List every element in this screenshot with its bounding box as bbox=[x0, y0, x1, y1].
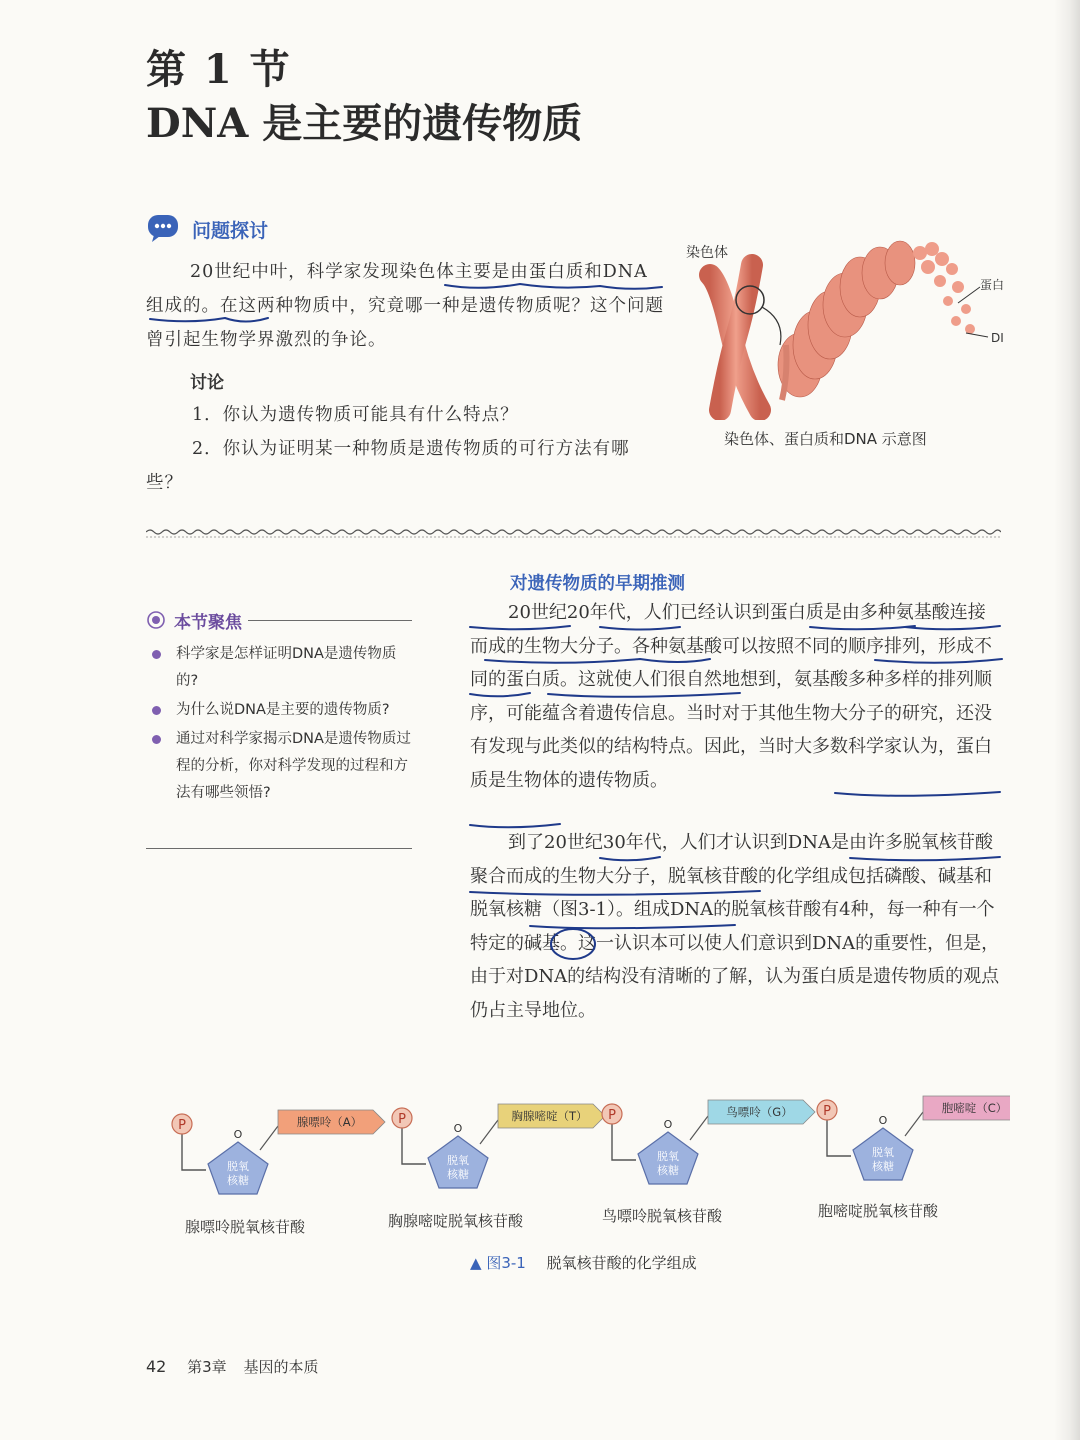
discussion-question-1: 1．你认为遗传物质可能具有什么特点？ bbox=[192, 405, 519, 425]
base-bond bbox=[690, 1116, 708, 1140]
base-label: 胸腺嘧啶（T） bbox=[511, 1109, 588, 1123]
oxygen-label: O bbox=[233, 1128, 243, 1141]
focus-header-rule bbox=[248, 620, 412, 621]
base-label: 腺嘌呤（A） bbox=[296, 1115, 363, 1129]
page-footer bbox=[146, 1356, 318, 1377]
sugar-label: 核糖 bbox=[657, 1164, 679, 1177]
page-edge-shadow bbox=[1054, 0, 1080, 1440]
chromosome-label: 染色体 bbox=[686, 245, 728, 261]
chapter-title: 基因的本质 bbox=[243, 1358, 319, 1376]
focus-item: 通过对科学家揭示DNA是遗传物质过程的分析，你对科学发现的过程和方法有哪些领悟? bbox=[146, 726, 412, 807]
nucleotide-figure bbox=[160, 1090, 1010, 1210]
section-focus-title: 本节聚焦 bbox=[174, 612, 242, 633]
phosphate-bond bbox=[402, 1124, 426, 1164]
base-label: 胞嘧啶（C） bbox=[941, 1101, 1008, 1115]
wavy-divider bbox=[146, 526, 1001, 542]
sugar-label: 核糖 bbox=[872, 1160, 894, 1173]
body-paragraph-1: 20世纪20年代，人们已经认识到蛋白质是由多种氨基酸连接而成的生物大分子。各种氨基酸可以按照不同的顺序排列，形成不同的蛋白质。这就使人们很自然地想到，氨基酸多种多样的排列顺序，可能蕴含着遗传信息。当时对于其他生物大分子的研究，还没有发现与此类似的结构特点。因此，当时大多数科学家认为，蛋白质是生物体的遗传物质。 bbox=[470, 602, 992, 791]
base-bond bbox=[905, 1112, 923, 1136]
figure-caption-text: 脱氧核苷酸的化学组成 bbox=[546, 1254, 697, 1272]
sugar-label: 脱氧 bbox=[657, 1150, 679, 1163]
discussion-heading: 问题探讨 bbox=[192, 220, 269, 242]
focus-bottom-rule bbox=[146, 848, 412, 849]
nucleotide-name-4: 胞嘧啶脱氧核苷酸 bbox=[818, 1202, 939, 1220]
protein-label: 蛋白 bbox=[980, 278, 1005, 292]
oxygen-label: O bbox=[878, 1114, 888, 1127]
speech-bubble-icon bbox=[146, 213, 180, 243]
sugar-label: 核糖 bbox=[227, 1174, 249, 1187]
base-label: 鸟嘌呤（G） bbox=[726, 1105, 793, 1119]
chapter-number: 第3章 bbox=[187, 1358, 227, 1376]
phosphate-label: P bbox=[178, 1118, 186, 1133]
section-number: 第 1 节 bbox=[146, 46, 292, 93]
page-number: 42 bbox=[146, 1357, 167, 1376]
phosphate-label: P bbox=[608, 1108, 616, 1123]
base-bond bbox=[480, 1120, 498, 1144]
page-title: DNA 是主要的遗传物质 bbox=[146, 100, 583, 147]
phosphate-bond bbox=[612, 1120, 636, 1160]
discussion-question-2: 2．你认为证明某一种物质是遗传物质的可行方法有哪些？ bbox=[146, 439, 630, 493]
dna-label: DI bbox=[991, 331, 1004, 345]
chromosome-illustration bbox=[690, 225, 1010, 420]
phosphate-label: P bbox=[823, 1104, 831, 1119]
phosphate-bond bbox=[182, 1130, 206, 1170]
nucleotide-name-3: 鸟嘌呤脱氧核苷酸 bbox=[602, 1207, 723, 1225]
focus-item: 科学家是怎样证明DNA是遗传物质的? bbox=[146, 641, 412, 695]
figure-number: 图3-1 bbox=[486, 1254, 526, 1272]
discussion-intro: 20世纪中叶，科学家发现染色体主要是由蛋白质和DNA组成的。在这两种物质中，究竟哪一种是遗传物质呢？这个问题曾引起生物学界激烈的争论。 bbox=[146, 262, 664, 350]
sugar-label: 核糖 bbox=[447, 1168, 469, 1181]
sugar-label: 脱氧 bbox=[872, 1146, 894, 1159]
phosphate-label: P bbox=[398, 1112, 406, 1127]
discussion-sub-heading: 讨论 bbox=[190, 373, 224, 393]
figure-caption bbox=[470, 1252, 697, 1273]
nucleotide-name-1: 腺嘌呤脱氧核苷酸 bbox=[185, 1218, 306, 1236]
section-focus-header bbox=[146, 607, 412, 633]
target-icon bbox=[146, 610, 166, 630]
base-bond bbox=[260, 1126, 278, 1150]
sugar-label: 脱氧 bbox=[227, 1160, 249, 1173]
chromosome-caption: 染色体、蛋白质和DNA 示意图 bbox=[724, 430, 927, 448]
caption-triangle-icon: ▲ bbox=[470, 1254, 482, 1272]
section-focus-box bbox=[146, 607, 412, 809]
section-heading: 对遗传物质的早期推测 bbox=[510, 574, 685, 594]
oxygen-label: O bbox=[453, 1122, 463, 1135]
body-paragraph-2: 到了20世纪30年代，人们才认识到DNA是由许多脱氧核苷酸聚合而成的生物大分子，脱氧核苷酸的化学组成包括磷酸、碱基和脱氧核糖（图3-1）。组成DNA的脱氧核苷酸有4种，每一种有一个特定的碱基。这一认识本可以使人们意识到DNA的重要性，但是，由于对DNA的结构没有清晰的了解，认为蛋白质是遗传物质的观点仍占主导地位。 bbox=[470, 832, 1000, 1021]
nucleotide-name-2: 胸腺嘧啶脱氧核苷酸 bbox=[388, 1212, 524, 1230]
phosphate-bond bbox=[827, 1116, 851, 1156]
focus-item: 为什么说DNA是主要的遗传物质? bbox=[146, 697, 412, 724]
focus-list bbox=[146, 641, 412, 807]
oxygen-label: O bbox=[663, 1118, 673, 1131]
sugar-label: 脱氧 bbox=[447, 1154, 469, 1167]
